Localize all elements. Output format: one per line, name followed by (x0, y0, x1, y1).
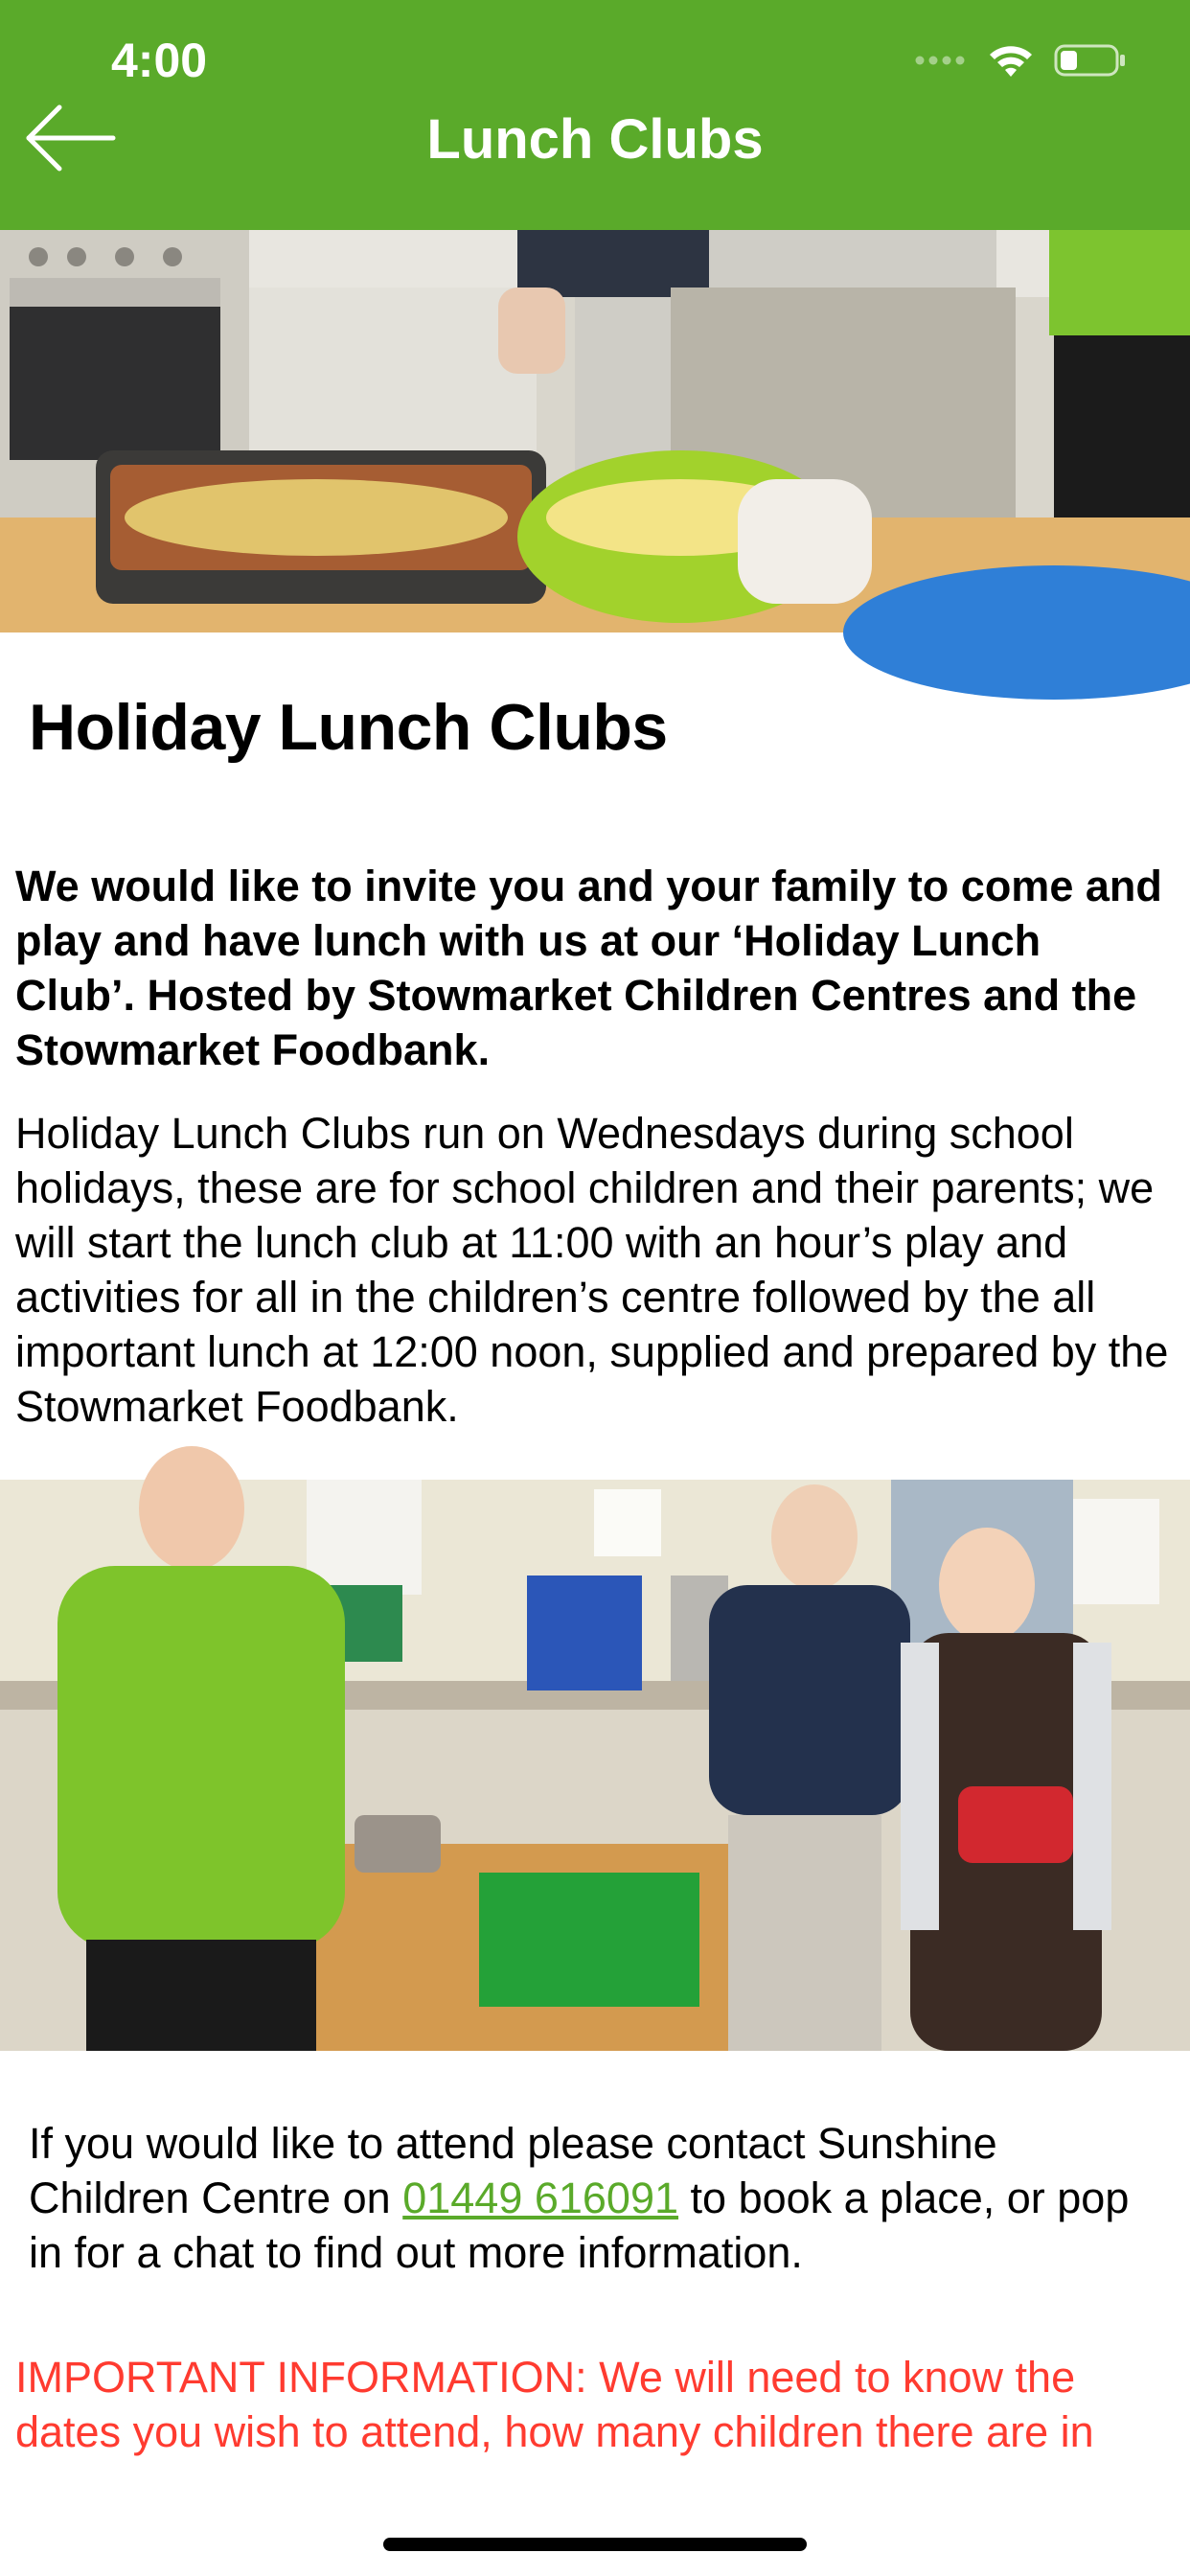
contact-paragraph (29, 2116, 1169, 2280)
status-time: 4:00 (111, 34, 208, 87)
page-title: Lunch Clubs (426, 108, 764, 171)
volunteers-kitchen-photo (0, 1480, 1190, 2051)
article-heading: Holiday Lunch Clubs (29, 691, 668, 764)
kitchen-cooking-photo (0, 230, 1190, 632)
status-icons (914, 42, 1127, 79)
home-indicator[interactable] (383, 2538, 807, 2551)
navigation-bar (0, 0, 1190, 230)
signal-icon (914, 51, 968, 70)
contact-text-before: If you would like to attend please contact Sunshine Children Centre on (29, 2119, 997, 2222)
wifi-icon (987, 42, 1035, 79)
volunteers-photo (0, 1480, 1190, 2051)
phone-link[interactable]: 01449 616091 (402, 2174, 679, 2222)
battery-icon (1054, 43, 1127, 78)
hero-image (0, 230, 1190, 632)
bottom-safe-area (0, 2469, 1190, 2576)
article-intro: We would like to invite you and your family to come and play and have lunch with us at our ‘Holiday Lunch Club’. Hosted by Stowmarket Children Centres and the Stowmarket Foodbank. (15, 862, 1162, 1074)
important-info: IMPORTANT INFORMATION: We will need to know the dates you wish to attend, how many children there are in (15, 2353, 1094, 2456)
contact-text-after: to book a place, or pop in for a chat to find out more information. (29, 2174, 1130, 2277)
article-body: Holiday Lunch Clubs run on Wednesdays during school holidays, these are for school children and their parents; we will start the lunch club at 11:00 with an hour’s play and activities for all in the children’s centre followed by the all important lunch at 12:00 noon, supplied and prepared by the Stowmarket Foodbank. (15, 1109, 1169, 1431)
